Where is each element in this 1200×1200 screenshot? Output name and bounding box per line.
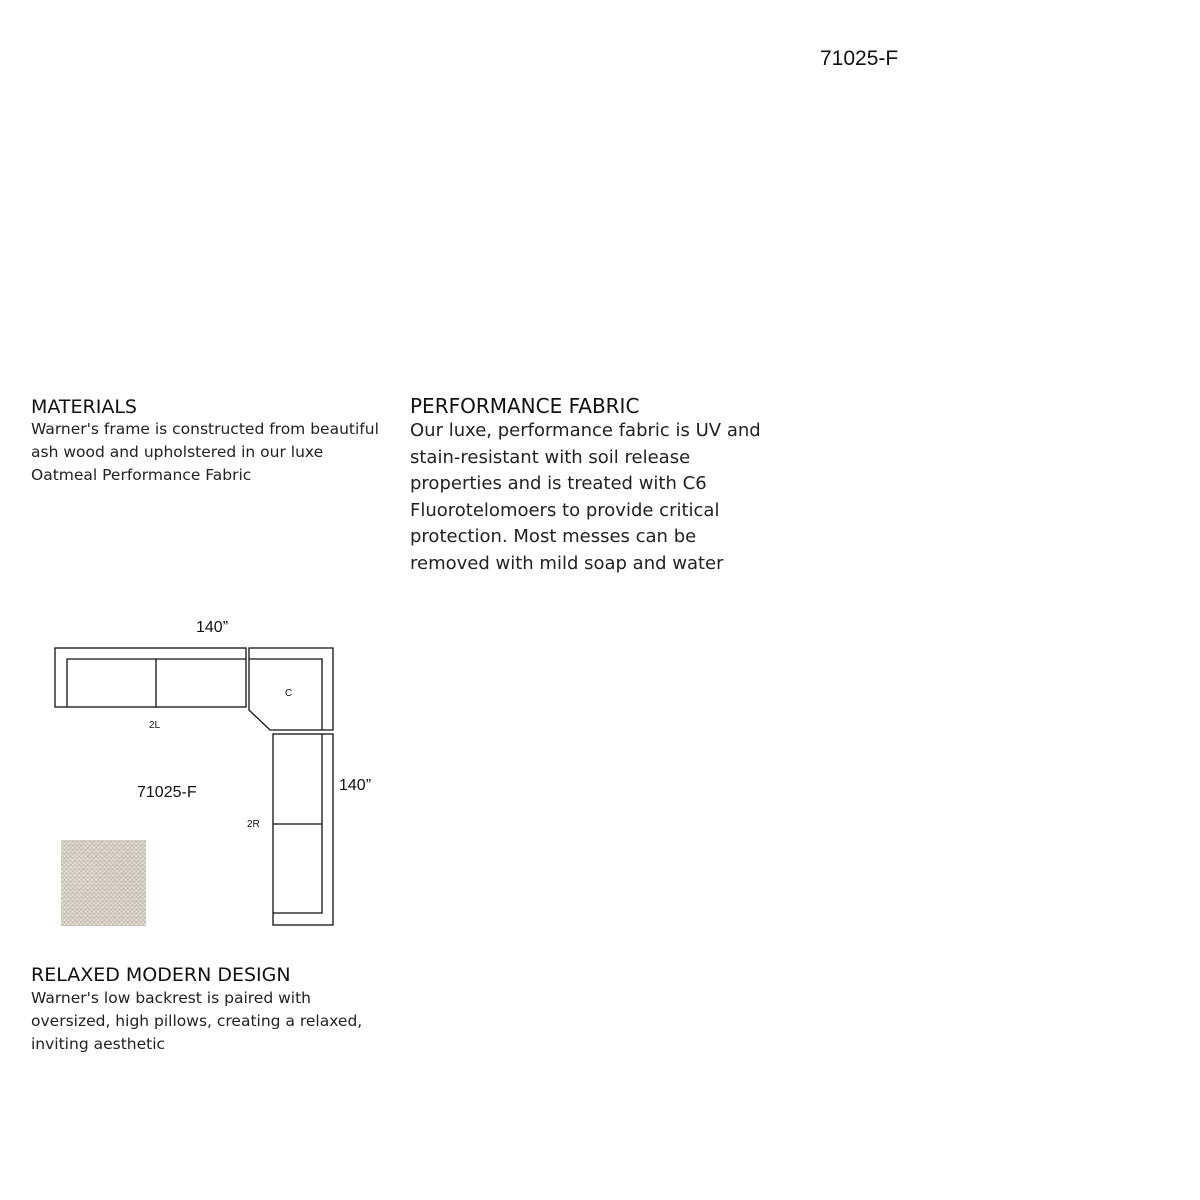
- performance-fabric-line: removed with mild soap and water: [410, 552, 724, 574]
- module-2l-label: 2L: [149, 720, 161, 731]
- relaxed-design-body: [31, 987, 391, 1056]
- module-2r-label: 2R: [247, 819, 260, 830]
- materials-line: Oatmeal Performance Fabric: [31, 466, 252, 484]
- performance-fabric-line: Fluorotelomoers to provide critical: [410, 499, 720, 521]
- relaxed-design-line: oversized, high pillows, creating a relaxed,: [31, 1012, 363, 1030]
- diagram-sku: 71025-F: [137, 784, 197, 801]
- fabric-swatch: [61, 840, 146, 926]
- relaxed-design-line: inviting aesthetic: [31, 1035, 166, 1053]
- module-c-label: C: [285, 688, 293, 699]
- width-dimension-label: 140”: [196, 619, 229, 636]
- depth-dimension-label: 140”: [339, 777, 372, 794]
- materials-line: ash wood and upholstered in our luxe: [31, 443, 324, 461]
- relaxed-design-line: Warner's low backrest is paired with: [31, 989, 311, 1007]
- module-2l-outline: [55, 648, 246, 707]
- performance-fabric-line: protection. Most messes can be: [410, 526, 697, 548]
- relaxed-design-title: RELAXED MODERN DESIGN: [31, 964, 291, 986]
- performance-fabric-line: stain-resistant with soil release: [410, 446, 691, 468]
- materials-line: Warner's frame is constructed from beautiful: [31, 420, 379, 438]
- module-2r-outline: [273, 734, 333, 925]
- header-sku: 71025-F: [820, 47, 899, 70]
- performance-fabric-line: Our luxe, performance fabric is UV and: [410, 420, 761, 441]
- performance-fabric-title: PERFORMANCE FABRIC: [410, 394, 640, 418]
- performance-fabric-line: properties and is treated with C6: [410, 473, 707, 495]
- materials-title: MATERIALS: [31, 396, 137, 418]
